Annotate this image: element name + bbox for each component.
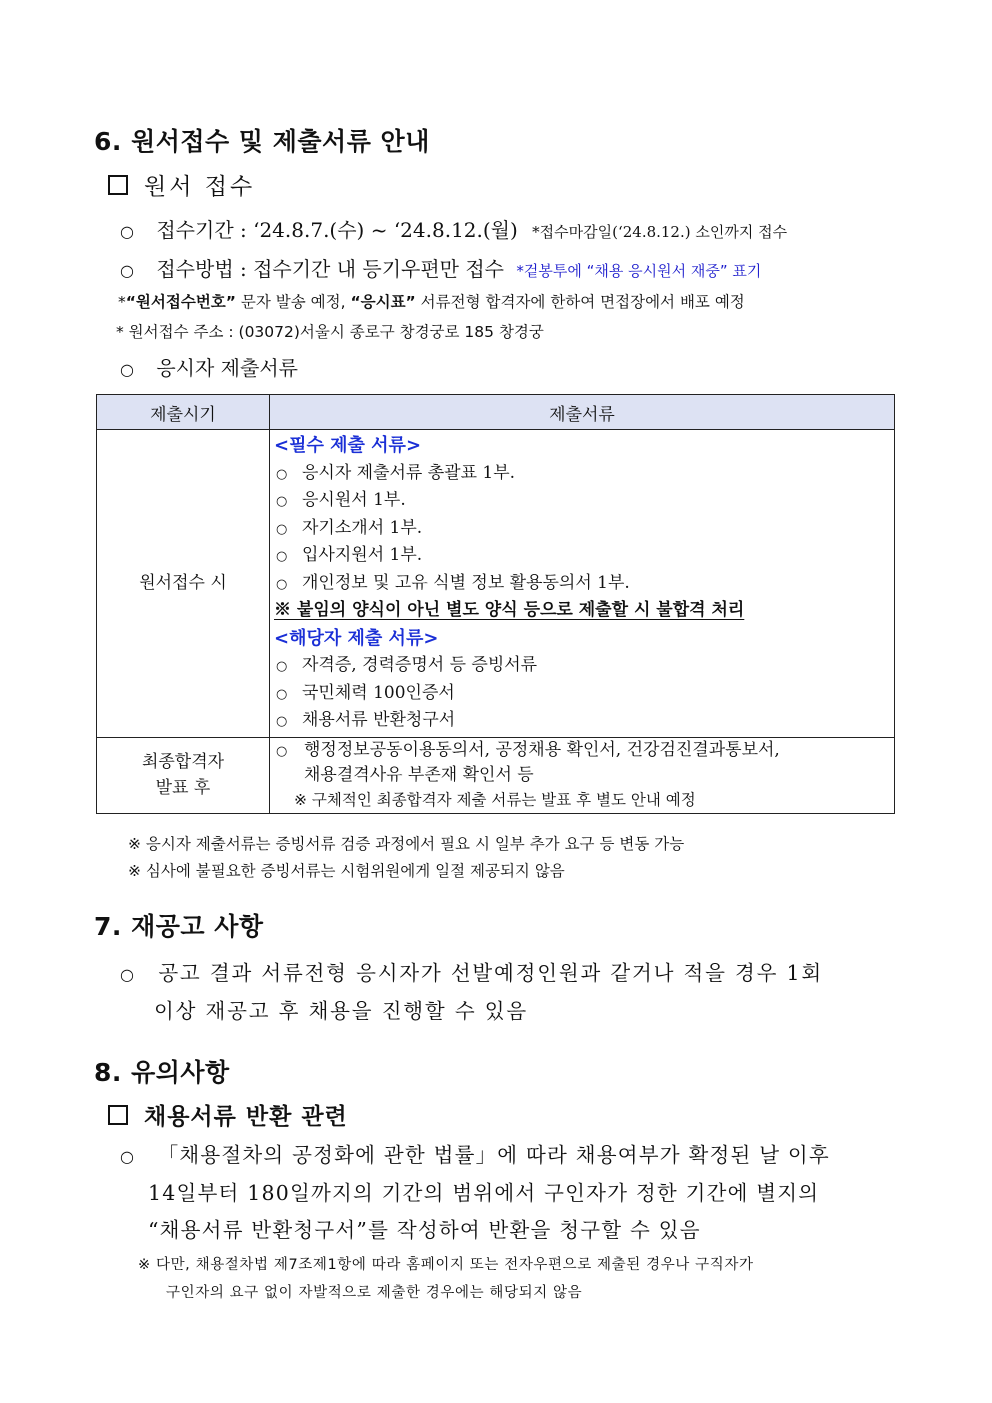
list-item-continuation: 채용결격사유 부존재 확인서 등 (304, 764, 534, 785)
row1-documents (270, 430, 895, 738)
circle-bullet-icon: ○ (120, 360, 134, 379)
list-item (274, 652, 892, 680)
section-8-note-2: 구인자의 요구 없이 자발적으로 제출한 경우에는 해당되지 않음 (166, 1285, 583, 1301)
list-item-text: 개인정보 및 고유 식별 정보 활용동의서 1부. (302, 572, 630, 593)
section-8-subsection (108, 1098, 348, 1131)
list-item-text: 자격증, 경력증명서 등 증빙서류 (302, 655, 538, 675)
circle-bullet-icon: ○ (276, 686, 288, 702)
address-line: * 원서접수 주소 : (03072)서울시 종로구 창경궁로 185 창경궁 (116, 323, 544, 341)
notice-number-line (118, 290, 745, 312)
warning-note: ※ 붙임의 양식이 아닌 별도 양식 등으로 제출할 시 불합격 처리 (274, 600, 745, 620)
section-8-line3: “채용서류 반환청구서”를 작성하여 반환을 청구할 수 있음 (148, 1218, 701, 1242)
documents-heading-label: 응시자 제출서류 (156, 356, 298, 380)
admission-ticket-label: “응시표” (350, 293, 416, 311)
application-number-label: “원서접수번호” (125, 293, 236, 311)
list-item-text: 자기소개서 1부. (302, 517, 423, 538)
circle-bullet-icon: ○ (120, 965, 136, 984)
circle-bullet-icon: ○ (120, 1147, 136, 1166)
row2-timing (97, 737, 270, 813)
row2-documents (270, 737, 895, 813)
section-7-line1 (120, 956, 823, 986)
section-7-text-1: 공고 결과 서류전형 응시자가 선발예정인원과 같거나 적을 경우 1회 (158, 961, 823, 985)
circle-bullet-icon: ○ (276, 466, 288, 482)
row2-note: ※ 구체적인 최종합격자 제출 서류는 발표 후 별도 안내 예정 (294, 790, 696, 809)
list-item-text: 응시원서 1부. (302, 490, 406, 510)
list-item-text: 채용서류 반환청구서 (302, 710, 456, 730)
conditional-docs-title: <해당자 제출 서류> (274, 627, 439, 649)
section-7-title: 7. 재공고 사항 (94, 912, 264, 941)
footnote-2: ※ 심사에 불필요한 증빙서류는 시험위원에게 일절 제공되지 않음 (128, 862, 565, 880)
subsection-title: 원서 접수 (144, 174, 256, 200)
circle-bullet-icon: ○ (276, 576, 288, 592)
table-header-row (97, 395, 895, 430)
list-item (274, 542, 892, 570)
section-6-subsection (108, 168, 255, 201)
list-item-text: 행정정보공동이용동의서, 공정채용 확인서, 건강검진결과통보서, (304, 739, 780, 760)
section-8-note-1: ※ 다만, 채용절차법 제7조제1항에 따라 홈페이지 또는 전자우편으로 제출된 경우나 구직자가 (138, 1257, 754, 1273)
required-docs-title: <필수 제출 서류> (274, 435, 422, 456)
circle-bullet-icon: ○ (120, 261, 134, 280)
checkbox-square-icon (108, 175, 128, 195)
period-line (120, 214, 787, 243)
checkbox-square-icon (108, 1105, 128, 1125)
documents-heading (120, 352, 298, 381)
method-note: *겉봉투에 “채용 응시원서 재중” 표기 (516, 262, 762, 280)
circle-bullet-icon: ○ (276, 714, 288, 729)
header-timing: 제출시기 (97, 395, 270, 430)
section-7-line2: 이상 재공고 후 채용을 진행할 수 있음 (154, 999, 528, 1023)
list-item (274, 707, 892, 735)
circle-bullet-icon: ○ (276, 521, 288, 537)
documents-table (96, 394, 895, 814)
list-item (274, 570, 892, 598)
section-8-text-1: 「채용절차의 공정화에 관한 법률」에 따라 채용여부가 확정된 날 이후 (157, 1143, 830, 1167)
section-8-line2: 14일부터 180일까지의 기간의 범위에서 구인자가 정한 기간에 별지의 (148, 1181, 820, 1205)
asterisk: * (118, 293, 126, 311)
section-6-title: 6. 원서접수 및 제출서류 안내 (94, 127, 430, 156)
list-item (274, 738, 892, 763)
circle-bullet-icon: ○ (276, 494, 288, 509)
row1-timing: 원서접수 시 (97, 430, 270, 738)
list-item (274, 487, 892, 515)
list-item-text: 응시자 제출서류 총괄표 1부. (302, 462, 516, 483)
row2-timing-line2: 발표 후 (155, 778, 211, 798)
notice-text-1: 문자 발송 예정, (235, 293, 351, 311)
subsection-title: 채용서류 반환 관련 (144, 1103, 348, 1130)
header-documents: 제출서류 (270, 395, 895, 430)
circle-bullet-icon: ○ (276, 659, 288, 674)
row2-timing-line1: 최종합격자 (141, 752, 225, 772)
notice-text-2: 서류전형 합격자에 한하여 면접장에서 배포 예정 (415, 293, 745, 311)
period-label: 접수기간 : ‘24.8.7.(수) ~ ‘24.8.12.(월) (156, 218, 518, 242)
list-item-text: 국민체력 100인증서 (302, 682, 455, 703)
table-row (97, 737, 895, 813)
list-item (274, 515, 892, 543)
list-item (274, 460, 892, 488)
circle-bullet-icon: ○ (276, 549, 288, 564)
period-note: *접수마감일(‘24.8.12.) 소인까지 접수 (532, 223, 788, 241)
circle-bullet-icon: ○ (120, 222, 134, 241)
list-item (274, 680, 892, 708)
list-item-text: 입사지원서 1부. (302, 545, 423, 565)
table-row (97, 430, 895, 738)
section-8-title: 8. 유의사항 (94, 1058, 230, 1087)
circle-bullet-icon: ○ (276, 743, 288, 759)
method-line (120, 253, 761, 282)
footnote-1: ※ 응시자 제출서류는 증빙서류 검증 과정에서 필요 시 일부 추가 요구 등 변동 가능 (128, 835, 685, 853)
method-label: 접수방법 : 접수기간 내 등기우편만 접수 (156, 257, 505, 281)
section-8-line1 (120, 1138, 830, 1168)
